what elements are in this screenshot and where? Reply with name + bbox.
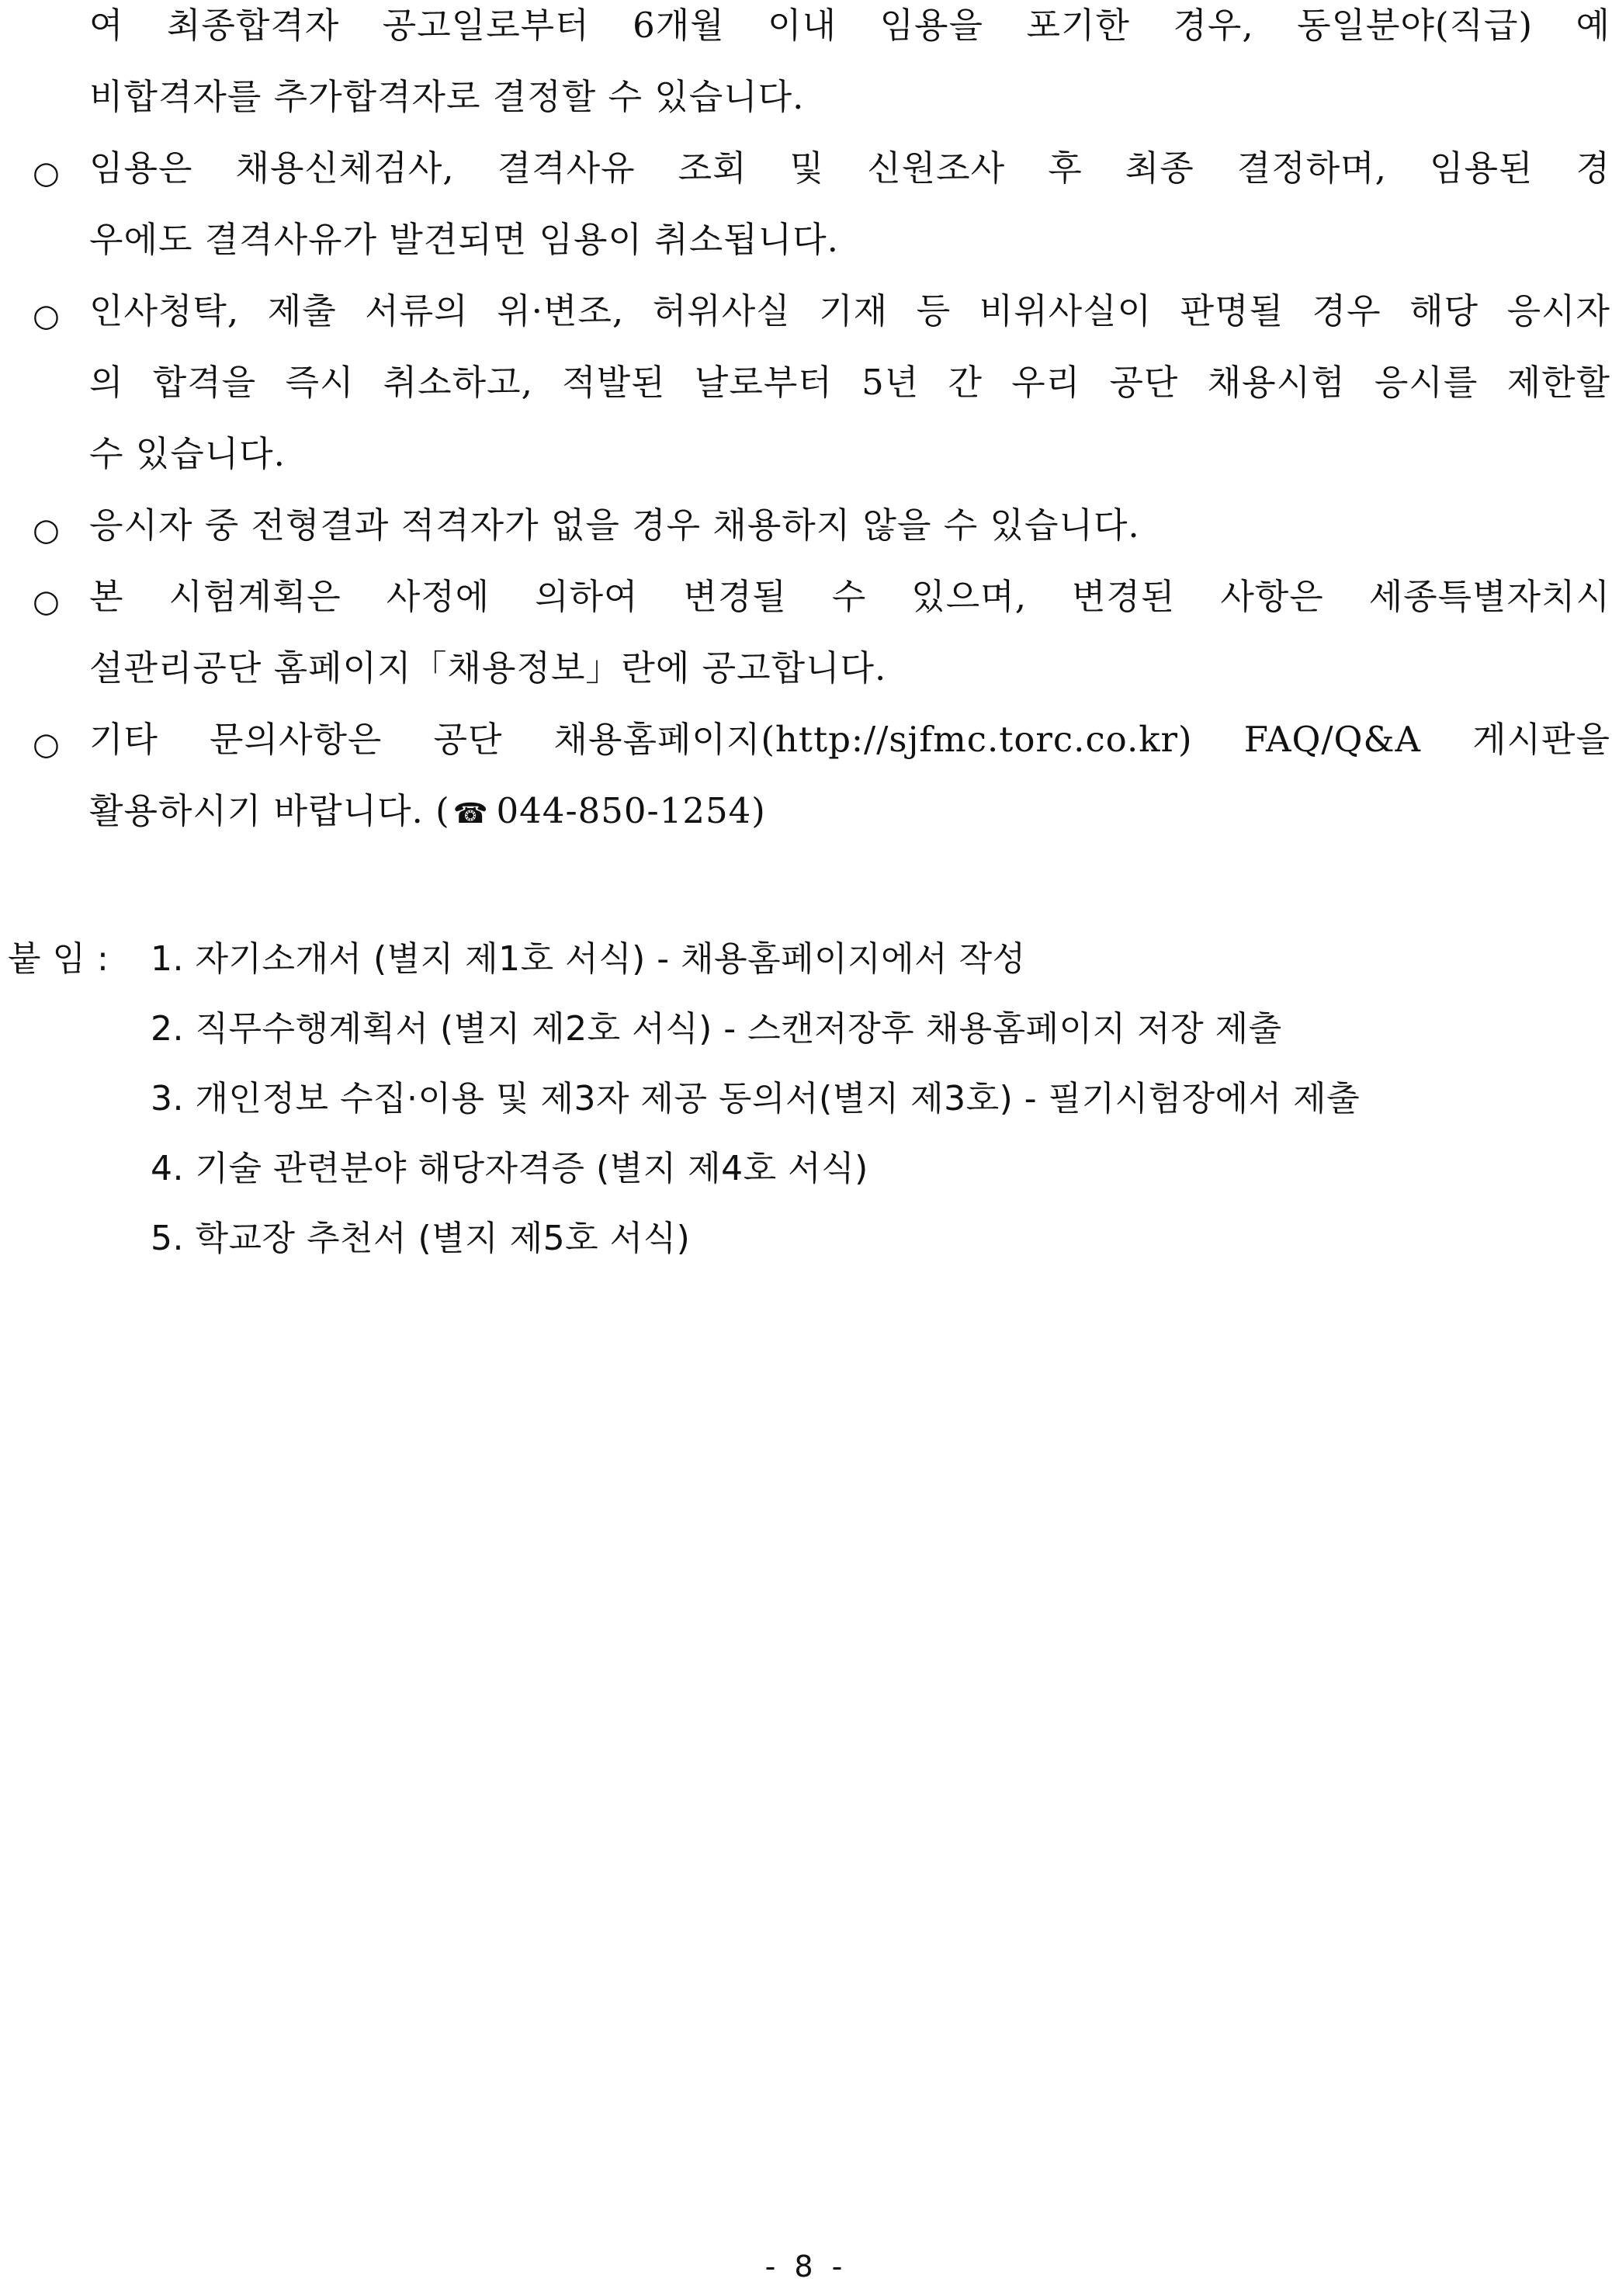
text-line: 우에도 결격사유가 발견되면 임용이 취소됩니다. <box>89 219 839 260</box>
text-line: 여 최종합격자 공고일로부터 6개월 이내 임용을 포기한 경우, 동일분야(직급) 예 <box>89 5 1610 46</box>
text-line: 임용은 채용신체검사, 결격사유 조회 및 신원조사 후 최종 결정하며, 임용된 경 <box>89 147 1610 189</box>
bullet-icon: ○ <box>33 727 60 762</box>
text-line: 인사청탁, 제출 서류의 위·변조, 허위사실 기재 등 비위사실이 판명될 경우 해당 응시자 <box>89 290 1610 331</box>
text-line: 비합격자를 추가합격자로 결정할 수 있습니다. <box>89 76 805 117</box>
text-line <box>89 790 766 831</box>
bullet-icon: ○ <box>33 298 60 334</box>
attachment-item: 2. 직무수행계획서 (별지 제2호 서식) - 스캔저장후 채용홈페이지 저장 제출 <box>151 1009 1282 1049</box>
text-line: 수 있습니다. <box>89 433 286 474</box>
attachments-label: 붙 임 : <box>8 939 109 979</box>
phone-icon: ☎ <box>452 798 489 830</box>
text-line: 설관리공단 홈페이지「채용정보」란에 공고합니다. <box>89 647 887 688</box>
text-line: 본 시험계획은 사정에 의하여 변경될 수 있으며, 변경된 사항은 세종특별자치시 <box>89 576 1610 617</box>
text-line: 기타 문의사항은 공단 채용홈페이지(http://sjfmc.torc.co.kr) FAQ/Q&A 게시판을 <box>89 719 1610 760</box>
attachment-item: 1. 자기소개서 (별지 제1호 서식) - 채용홈페이지에서 작성 <box>151 939 1026 979</box>
bullet-icon: ○ <box>33 584 60 619</box>
text-line: 응시자 중 전형결과 적격자가 없을 경우 채용하지 않을 수 있습니다. <box>89 505 1140 546</box>
phone-number: 044-850-1254) <box>496 790 766 831</box>
attachment-item: 4. 기술 관련분야 해당자격증 (별지 제4호 서식) <box>151 1149 868 1188</box>
page-number: - 8 - <box>764 2249 848 2284</box>
bullet-icon: ○ <box>33 155 60 191</box>
text-line: 의 합격을 즉시 취소하고, 적발된 날로부터 5년 간 우리 공단 채용시험 응시를 제한할 <box>89 362 1610 403</box>
text-segment: 활용하시기 바랍니다. ( <box>89 790 450 831</box>
attachment-item: 5. 학교장 추천서 (별지 제5호 서식) <box>151 1219 691 1258</box>
bullet-icon: ○ <box>33 512 60 548</box>
attachment-item: 3. 개인정보 수집·이용 및 제3자 제공 동의서(별지 제3호) - 필기시험장에서 제출 <box>151 1079 1361 1119</box>
